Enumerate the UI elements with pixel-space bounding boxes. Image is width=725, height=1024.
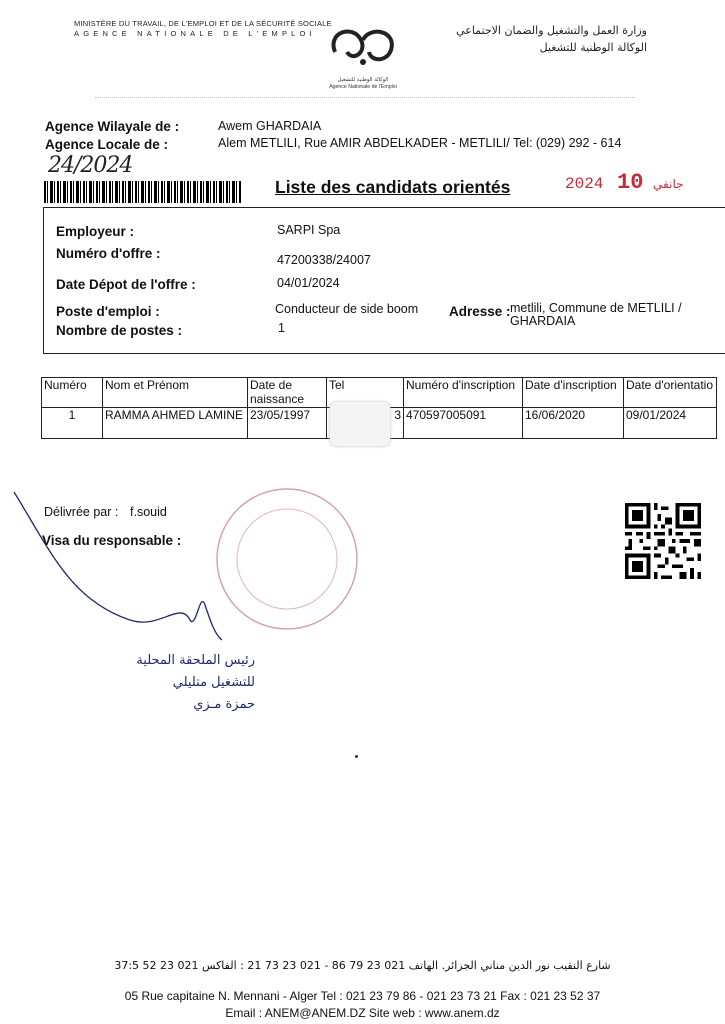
date-stamp	[565, 170, 684, 195]
visa-label: Visa du responsable :	[42, 533, 182, 548]
col-header-inscription-date: Date d'inscription	[523, 378, 624, 408]
locale-value: Alem METLILI, Rue AMIR ABDELKADER - METLILI/ Tel: (029) 292 - 614	[218, 136, 622, 150]
delivree-value: f.souid	[130, 505, 167, 519]
adresse-label: Adresse :	[449, 304, 511, 319]
ministry-name-fr: MINISTÈRE DU TRAVAIL, DE L'EMPLOI ET DE LA SÉCURITÉ SOCIALE	[74, 19, 332, 28]
cell-inscription-num: 470597005091	[404, 408, 523, 439]
ministry-header-fr	[74, 19, 332, 39]
agency-name-fr: AGENCE NATIONALE DE L'EMPLOI	[74, 29, 316, 38]
poste-value: Conducteur de side boom	[275, 302, 419, 316]
handwritten-signature	[10, 490, 230, 660]
nombre-postes-label: Nombre de postes :	[56, 323, 183, 338]
anem-logo-icon	[323, 22, 403, 72]
nombre-postes-value: 1	[278, 321, 285, 335]
locale-label: Agence Locale de :	[45, 137, 169, 152]
col-header-orientation: Date d'orientatio	[624, 378, 717, 408]
cell-nom: RAMMA AHMED LAMINE	[103, 408, 248, 439]
stamp-month: جانفي	[653, 177, 684, 191]
employeur-label: Employeur :	[56, 224, 135, 239]
footer-arabic-address: شارع النقيب نور الدين مناني الجزائر. الهاتف 021 23 79 86 - 021 23 73 21 : الفاكس 021 23 52 37:5	[114, 959, 611, 972]
redacted-phone	[330, 402, 390, 446]
date-depot-label: Date Dépot de l'offre :	[56, 277, 196, 292]
col-header-naissance: Date de naissance	[248, 378, 327, 408]
adresse-value: metlili, Commune de METLILI / GHARDAIA	[510, 301, 682, 328]
page-title: Liste des candidats orientés	[275, 177, 511, 197]
stamp-year: 2024	[565, 175, 604, 193]
agency-name-ar: الوكالة الوطنية للتشغيل	[539, 41, 647, 54]
logo-caption-fr: Agence Nationale de l'Emploi	[329, 84, 397, 90]
stamp-day: 10	[617, 170, 644, 195]
speck	[355, 755, 358, 758]
employeur-value: SARPI Spa	[277, 223, 341, 237]
barcode	[44, 181, 242, 203]
cell-naissance: 23/05/1997	[248, 408, 327, 439]
cell-tel: 3	[327, 408, 404, 439]
delivree-label: Délivrée par :	[44, 505, 119, 519]
col-header-numero: Numéro	[42, 378, 103, 408]
numero-offre-label: Numéro d'offre :	[56, 246, 161, 261]
poste-label: Poste d'emploi :	[56, 304, 160, 319]
ministry-header-ar	[456, 22, 647, 56]
wilayale-label: Agence Wilayale de :	[45, 119, 180, 134]
col-header-tel: Tel	[327, 378, 404, 408]
officer-title-line1: رئيس الملحقة المحلية	[136, 653, 255, 668]
red-round-stamp	[214, 486, 360, 632]
wilayale-value: Awem GHARDAIA	[218, 119, 322, 133]
logo-caption-ar: الوكالة الوطنية للتشغيل	[337, 77, 389, 83]
ministry-name-ar: وزارة العمل والتشغيل والضمان الاجتماعي	[456, 24, 647, 37]
cell-orientation: 09/01/2024	[624, 408, 717, 439]
officer-name: حمزة مـزي	[193, 697, 255, 712]
col-header-nom: Nom et Prénom	[103, 378, 248, 408]
officer-title-line2: للتشغيل متليلي	[172, 675, 255, 690]
footer-contact: Email : ANEM@ANEM.DZ Site web : www.anem.dz	[225, 1006, 500, 1020]
anem-logo	[318, 22, 408, 91]
handwritten-reference: 24/2024	[48, 153, 133, 178]
col-header-inscription-num: Numéro d'inscription	[404, 378, 523, 408]
footer-address: 05 Rue capitaine N. Mennani - Alger Tel : 021 23 79 86 - 021 23 73 21 Fax : 021 23 52 37	[124, 989, 601, 1003]
date-depot-value: 04/01/2024	[277, 276, 340, 290]
cell-numero: 1	[42, 408, 103, 439]
cell-inscription-date: 16/06/2020	[523, 408, 624, 439]
header-divider	[95, 97, 635, 98]
numero-offre-value: 47200338/24007	[277, 253, 371, 267]
officer-stamp-ar	[95, 650, 255, 716]
qr-code	[625, 503, 701, 579]
